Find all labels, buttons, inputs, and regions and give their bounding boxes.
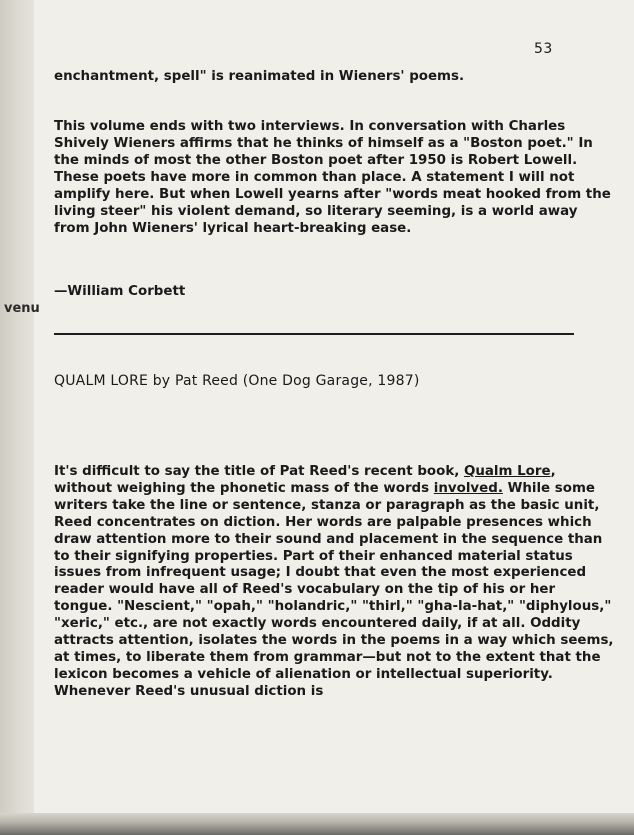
facing-page-fragment: venu (4, 301, 40, 316)
page-number: 53 (534, 41, 553, 57)
review-heading: QUALM LORE by Pat Reed (One Dog Garage, 1987) (54, 373, 420, 389)
review-lead: It's difficult to say the title of Pat Reed's recent book, (54, 464, 460, 479)
section-divider (54, 333, 574, 335)
review-rest: While some writers take the line or sentence, stanza or paragraph as the basic unit, Reed concentrates on diction. Her words are palpable presences which draw attention more to their sound and placement in the sequence than to their signifying properties. Part of their enhanced material status issues from infrequent usage; I doubt that even the most experienced reader would have all of Reed's vocabulary on the tip of his or her tongue. "Nescient," "opah," "holandric," "thirl," "gha-la-hat," "diphylous," "xeric," etc., are not exactly words encountered daily, if at all. Oddity attracts attention, isolates the words in the poems in a way which seems, at times, to liberate them from grammar—but not to the extent that the lexicon becomes a vehicle of alienation or intellectual superiority. Whenever Reed's unusual diction is (54, 480, 614, 699)
book-title: Qualm Lore (463, 464, 551, 479)
review-signature: —William Corbett (54, 284, 186, 299)
review-mid: , without weighing the phonetic mass of the words (54, 464, 556, 496)
paragraph-interviews: This volume ends with two interviews. In conversation with Charles Shively Wieners affirms that he thinks of himself as a "Boston poet." In the minds of most the other Boston poet after 1950 is Robert Lowell. These poets have more in common than place. A statement I will not amplify here. But when Lowell yearns after "words meat hooked from the living steer" his violent demand, so literary seeming, is a world away from John Wieners' lyrical heart-breaking ease. (54, 119, 611, 236)
word-involved: involved. (433, 480, 503, 496)
review-paragraph (54, 464, 614, 701)
paragraph-top: enchantment, spell" is reanimated in Wieners' poems. (54, 69, 465, 84)
page-bottom-shadow (0, 813, 634, 835)
book-gutter (0, 0, 35, 835)
book-page (4, 0, 634, 813)
